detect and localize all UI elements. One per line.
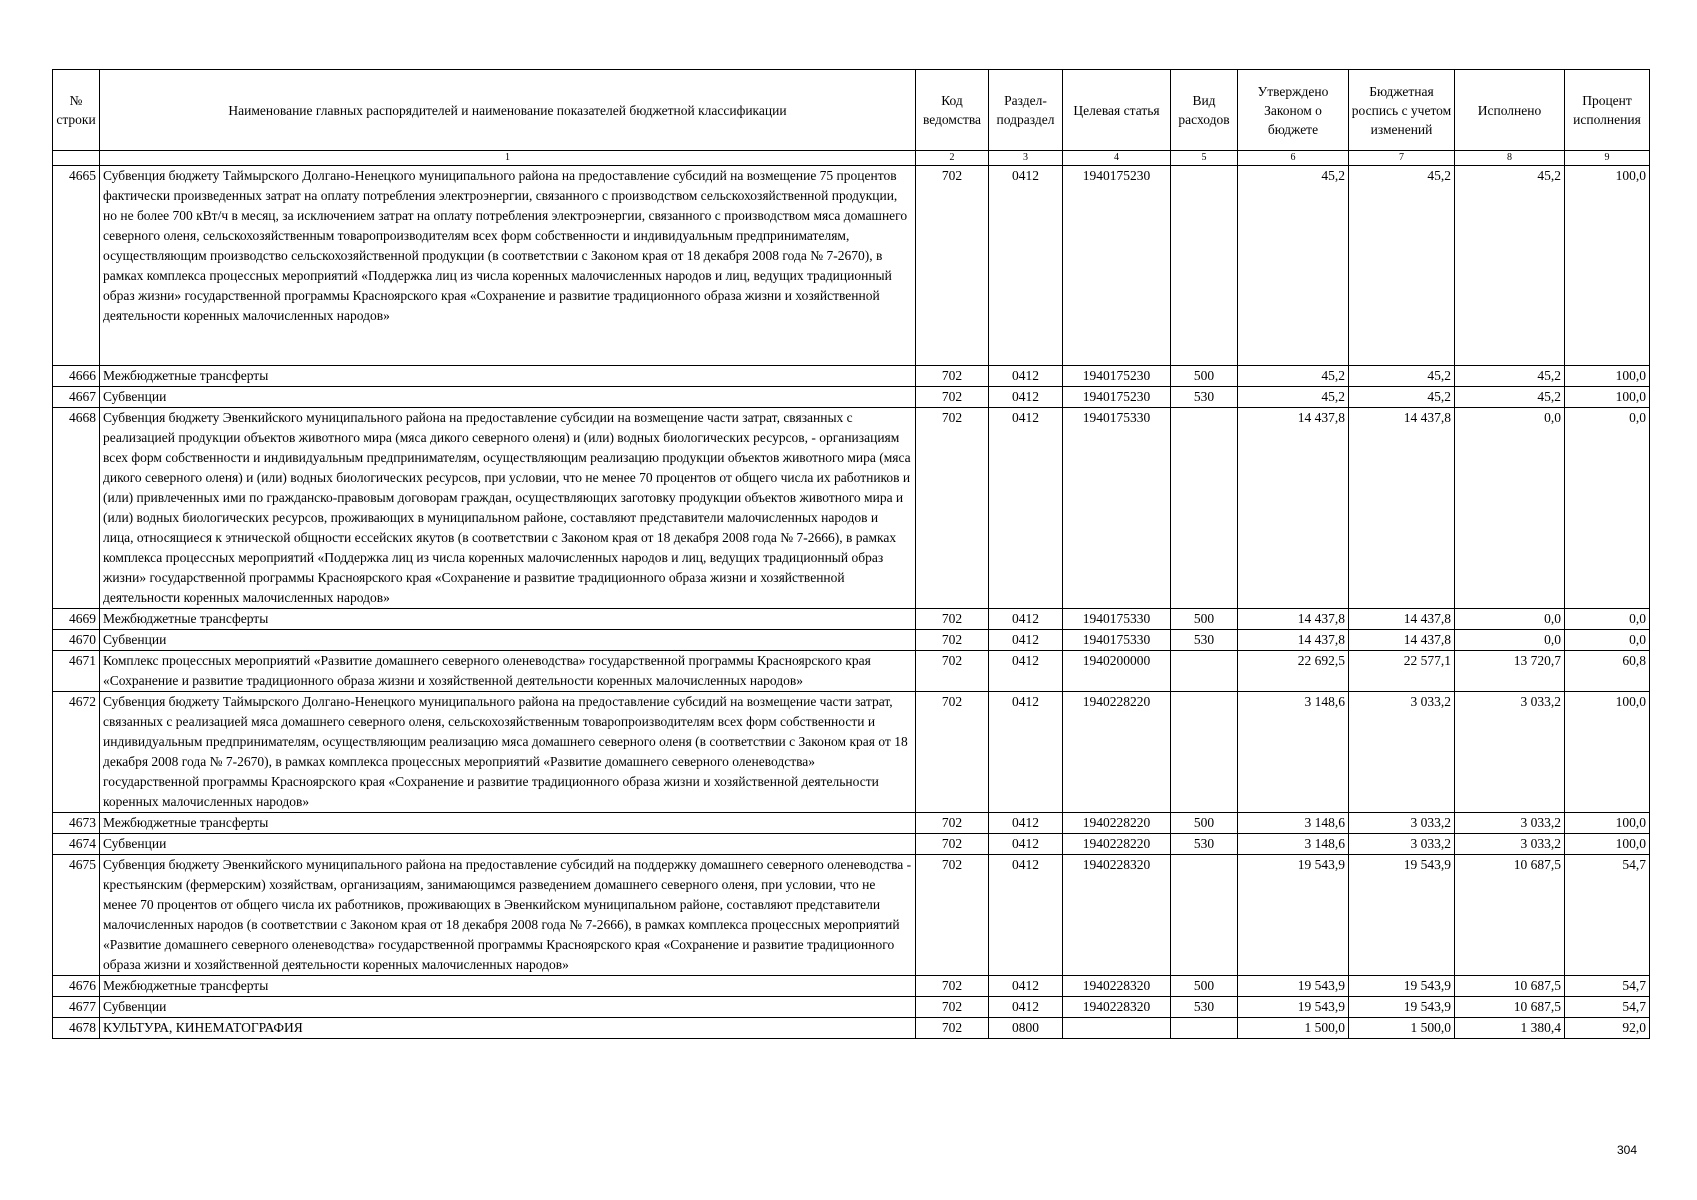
column-number: 3 xyxy=(989,151,1063,166)
row-dept: 702 xyxy=(916,408,989,609)
row-approved: 14 437,8 xyxy=(1238,630,1349,651)
row-type: 530 xyxy=(1171,997,1238,1018)
row-budget: 3 033,2 xyxy=(1349,834,1455,855)
row-section: 0412 xyxy=(989,387,1063,408)
header-section: Раздел-подраздел xyxy=(989,70,1063,151)
row-executed: 1 380,4 xyxy=(1455,1018,1565,1039)
row-dept: 702 xyxy=(916,387,989,408)
row-name: Межбюджетные трансферты xyxy=(100,813,916,834)
row-percent: 100,0 xyxy=(1565,387,1650,408)
row-percent: 100,0 xyxy=(1565,813,1650,834)
row-percent: 100,0 xyxy=(1565,692,1650,813)
row-type xyxy=(1171,692,1238,813)
row-no: 4668 xyxy=(53,408,100,609)
row-dept: 702 xyxy=(916,997,989,1018)
row-name: Субвенция бюджету Эвенкийского муниципального района на предоставление субсидий на поддержку домашнего северного оленеводства - крестьянским (фермерским) хозяйствам, организациям, занимающимся разведением домашнего северного оленя, при условии, что не менее 70 процентов от общего числа их работников, проживающих в Эвенкийском муниципальном районе, составляют представители малочисленных народов (в соответствии с Законом края от 18 декабря 2008 года № 7-2666), в рамках комплекса процессных мероприятий «Развитие домашнего северного оленеводства» государственной программы Красноярского края «Сохранение и развитие традиционного образа жизни и хозяйственной деятельности коренных малочисленных народов» xyxy=(100,855,916,976)
row-budget: 14 437,8 xyxy=(1349,630,1455,651)
header-row-no: № строки xyxy=(53,70,100,151)
row-no: 4670 xyxy=(53,630,100,651)
row-section: 0800 xyxy=(989,1018,1063,1039)
row-no: 4665 xyxy=(53,166,100,366)
row-executed: 10 687,5 xyxy=(1455,997,1565,1018)
row-section: 0412 xyxy=(989,834,1063,855)
row-percent: 92,0 xyxy=(1565,1018,1650,1039)
row-section: 0412 xyxy=(989,366,1063,387)
page-number: 304 xyxy=(1616,1143,1637,1157)
header-expense-type: Вид расходов xyxy=(1171,70,1238,151)
row-name: Межбюджетные трансферты xyxy=(100,366,916,387)
header-target: Целевая статья xyxy=(1063,70,1171,151)
row-approved: 19 543,9 xyxy=(1238,997,1349,1018)
row-approved: 19 543,9 xyxy=(1238,976,1349,997)
row-executed: 3 033,2 xyxy=(1455,692,1565,813)
row-executed: 0,0 xyxy=(1455,630,1565,651)
row-percent: 54,7 xyxy=(1565,997,1650,1018)
row-approved: 3 148,6 xyxy=(1238,813,1349,834)
row-target: 1940228220 xyxy=(1063,813,1171,834)
row-name: Межбюджетные трансферты xyxy=(100,976,916,997)
row-percent: 100,0 xyxy=(1565,834,1650,855)
row-no: 4675 xyxy=(53,855,100,976)
row-approved: 45,2 xyxy=(1238,166,1349,366)
row-budget: 3 033,2 xyxy=(1349,813,1455,834)
column-number: 8 xyxy=(1455,151,1565,166)
header-budget-list: Бюджетная роспись с учетом изменений xyxy=(1349,70,1455,151)
row-executed: 10 687,5 xyxy=(1455,976,1565,997)
column-number: 9 xyxy=(1565,151,1650,166)
row-dept: 702 xyxy=(916,1018,989,1039)
row-target: 1940228220 xyxy=(1063,692,1171,813)
row-percent: 54,7 xyxy=(1565,855,1650,976)
row-dept: 702 xyxy=(916,609,989,630)
row-budget: 22 577,1 xyxy=(1349,651,1455,692)
row-type xyxy=(1171,1018,1238,1039)
row-budget: 45,2 xyxy=(1349,387,1455,408)
row-executed: 13 720,7 xyxy=(1455,651,1565,692)
row-type: 500 xyxy=(1171,609,1238,630)
row-approved: 14 437,8 xyxy=(1238,609,1349,630)
row-approved: 45,2 xyxy=(1238,387,1349,408)
column-number: 2 xyxy=(916,151,989,166)
row-name: Межбюджетные трансферты xyxy=(100,609,916,630)
row-name: Субвенция бюджету Эвенкийского муниципального района на предоставление субсидии на возмещение части затрат, связанных с реализацией продукции объектов животного мира (мяса дикого северного оленя) и (или) водных биологических ресурсов, - организациям всех форм собственности и индивидуальным предпринимателям, осуществляющим реализацию продукции объектов животного мира (мяса дикого северного оленя) и (или) водных биологических ресурсов, при условии, что не менее 70 процентов от общего числа их работников и (или) привлеченных ими по гражданско-правовым договорам граждан, осуществляющих заготовку продукции объектов животного мира и (или) водных биологических ресурсов, проживающих в муниципальном районе, составляют представители малочисленных народов и лица, относящиеся к этнической общности ессейских якутов (в соответствии с Законом края от 18 декабря 2008 года № 7-2666), в рамках комплекса процессных мероприятий «Поддержка лиц из числа коренных малочисленных народов и лиц, ведущих традиционный образ жизни» государственной программы Красноярского края «Сохранение и развитие традиционного образа жизни и хозяйственной деятельности коренных малочисленных народов» xyxy=(100,408,916,609)
row-section: 0412 xyxy=(989,609,1063,630)
row-percent: 0,0 xyxy=(1565,609,1650,630)
table-row xyxy=(53,651,1650,692)
column-number-row xyxy=(53,151,1650,166)
header-row xyxy=(53,70,1650,151)
row-section: 0412 xyxy=(989,651,1063,692)
row-budget: 14 437,8 xyxy=(1349,408,1455,609)
row-target: 1940228320 xyxy=(1063,855,1171,976)
row-no: 4671 xyxy=(53,651,100,692)
row-no: 4667 xyxy=(53,387,100,408)
row-executed: 0,0 xyxy=(1455,609,1565,630)
row-type xyxy=(1171,651,1238,692)
header-name: Наименование главных распорядителей и наименование показателей бюджетной классификации xyxy=(100,70,916,151)
row-percent: 100,0 xyxy=(1565,366,1650,387)
row-dept: 702 xyxy=(916,692,989,813)
row-percent: 54,7 xyxy=(1565,976,1650,997)
row-section: 0412 xyxy=(989,408,1063,609)
row-dept: 702 xyxy=(916,976,989,997)
row-type xyxy=(1171,408,1238,609)
row-no: 4672 xyxy=(53,692,100,813)
row-target: 1940228320 xyxy=(1063,997,1171,1018)
table-row xyxy=(53,609,1650,630)
header-dept-code: Код ведомства xyxy=(916,70,989,151)
row-name: КУЛЬТУРА, КИНЕМАТОГРАФИЯ xyxy=(100,1018,916,1039)
row-dept: 702 xyxy=(916,651,989,692)
row-name: Комплекс процессных мероприятий «Развитие домашнего северного оленеводства» государственной программы Красноярского края «Сохранение и развитие традиционного образа жизни и хозяйственной деятельности коренных малочисленных народов» xyxy=(100,651,916,692)
row-type xyxy=(1171,855,1238,976)
row-dept: 702 xyxy=(916,855,989,976)
row-type: 530 xyxy=(1171,630,1238,651)
row-section: 0412 xyxy=(989,813,1063,834)
row-executed: 10 687,5 xyxy=(1455,855,1565,976)
row-name: Субвенция бюджету Таймырского Долгано-Ненецкого муниципального района на предоставление субсидий на возмещение 75 процентов фактически произведенных затрат на оплату потребления электроэнергии, связанного с производством сельскохозяйственной продукции, но не более 700 кВт/ч в месяц, за исключением затрат на оплату потребления электроэнергии, связанного с производством мяса домашнего северного оленя, сельскохозяйственным товаропроизводителям всех форм собственности и индивидуальным предпринимателям, осуществляющим производство сельскохозяйственной продукции (в соответствии с Законом края от 18 декабря 2008 года № 7-2670), в рамках комплекса процессных мероприятий «Поддержка лиц из числа коренных малочисленных народов и лиц, ведущих традиционный образ жизни» государственной программы Красноярского края «Сохранение и развитие традиционного образа жизни и хозяйственной деятельности коренных малочисленных народов» xyxy=(100,166,916,366)
column-number: 1 xyxy=(100,151,916,166)
table-row xyxy=(53,1018,1650,1039)
table-row xyxy=(53,834,1650,855)
table-row xyxy=(53,855,1650,976)
row-executed: 45,2 xyxy=(1455,166,1565,366)
row-percent: 100,0 xyxy=(1565,166,1650,366)
row-section: 0412 xyxy=(989,976,1063,997)
row-percent: 60,8 xyxy=(1565,651,1650,692)
row-target xyxy=(1063,1018,1171,1039)
column-number: 6 xyxy=(1238,151,1349,166)
table-row xyxy=(53,813,1650,834)
row-dept: 702 xyxy=(916,630,989,651)
row-approved: 14 437,8 xyxy=(1238,408,1349,609)
table-row xyxy=(53,166,1650,366)
row-budget: 45,2 xyxy=(1349,366,1455,387)
row-executed: 45,2 xyxy=(1455,387,1565,408)
row-executed: 3 033,2 xyxy=(1455,813,1565,834)
row-no: 4677 xyxy=(53,997,100,1018)
table-row xyxy=(53,997,1650,1018)
row-no: 4674 xyxy=(53,834,100,855)
row-approved: 22 692,5 xyxy=(1238,651,1349,692)
header-executed: Исполнено xyxy=(1455,70,1565,151)
row-name: Субвенции xyxy=(100,834,916,855)
row-target: 1940175330 xyxy=(1063,609,1171,630)
column-number: 5 xyxy=(1171,151,1238,166)
row-executed: 45,2 xyxy=(1455,366,1565,387)
row-target: 1940175230 xyxy=(1063,366,1171,387)
row-budget: 19 543,9 xyxy=(1349,855,1455,976)
row-section: 0412 xyxy=(989,692,1063,813)
row-approved: 1 500,0 xyxy=(1238,1018,1349,1039)
row-name: Субвенции xyxy=(100,630,916,651)
row-dept: 702 xyxy=(916,813,989,834)
row-target: 1940175230 xyxy=(1063,387,1171,408)
row-executed: 3 033,2 xyxy=(1455,834,1565,855)
row-approved: 45,2 xyxy=(1238,366,1349,387)
row-percent: 0,0 xyxy=(1565,630,1650,651)
row-executed: 0,0 xyxy=(1455,408,1565,609)
row-section: 0412 xyxy=(989,630,1063,651)
row-type: 530 xyxy=(1171,834,1238,855)
table-row xyxy=(53,692,1650,813)
row-type: 530 xyxy=(1171,387,1238,408)
row-target: 1940228320 xyxy=(1063,976,1171,997)
column-number: 7 xyxy=(1349,151,1455,166)
header-percent: Процент исполнения xyxy=(1565,70,1650,151)
row-type: 500 xyxy=(1171,366,1238,387)
row-no: 4678 xyxy=(53,1018,100,1039)
row-dept: 702 xyxy=(916,834,989,855)
row-no: 4673 xyxy=(53,813,100,834)
row-no: 4676 xyxy=(53,976,100,997)
table-row xyxy=(53,387,1650,408)
row-name: Субвенции xyxy=(100,997,916,1018)
row-section: 0412 xyxy=(989,997,1063,1018)
table-row xyxy=(53,976,1650,997)
row-dept: 702 xyxy=(916,366,989,387)
row-approved: 19 543,9 xyxy=(1238,855,1349,976)
row-target: 1940228220 xyxy=(1063,834,1171,855)
row-section: 0412 xyxy=(989,166,1063,366)
row-approved: 3 148,6 xyxy=(1238,834,1349,855)
budget-table xyxy=(52,69,1650,1039)
row-type xyxy=(1171,166,1238,366)
row-budget: 3 033,2 xyxy=(1349,692,1455,813)
row-section: 0412 xyxy=(989,855,1063,976)
row-name: Субвенция бюджету Таймырского Долгано-Ненецкого муниципального района на предоставление субсидий на возмещение части затрат, связанных с реализацией мяса домашнего северного оленя, сельскохозяйственным товаропроизводителям всех форм собственности и индивидуальным предпринимателям, осуществляющим реализацию мяса домашнего северного оленя (в соответствии с Законом края от 18 декабря 2008 года № 7-2670), в рамках комплекса процессных мероприятий «Развитие домашнего северного оленеводства» государственной программы Красноярского края «Сохранение и развитие традиционного образа жизни и хозяйственной деятельности коренных малочисленных народов» xyxy=(100,692,916,813)
header-approved: Утверждено Законом о бюджете xyxy=(1238,70,1349,151)
table-row xyxy=(53,408,1650,609)
row-dept: 702 xyxy=(916,166,989,366)
column-number: 4 xyxy=(1063,151,1171,166)
row-target: 1940175330 xyxy=(1063,630,1171,651)
row-budget: 19 543,9 xyxy=(1349,976,1455,997)
row-target: 1940175330 xyxy=(1063,408,1171,609)
row-target: 1940175230 xyxy=(1063,166,1171,366)
row-budget: 1 500,0 xyxy=(1349,1018,1455,1039)
row-type: 500 xyxy=(1171,976,1238,997)
row-type: 500 xyxy=(1171,813,1238,834)
row-no: 4666 xyxy=(53,366,100,387)
row-approved: 3 148,6 xyxy=(1238,692,1349,813)
table-row xyxy=(53,630,1650,651)
row-percent: 0,0 xyxy=(1565,408,1650,609)
row-no: 4669 xyxy=(53,609,100,630)
row-target: 1940200000 xyxy=(1063,651,1171,692)
row-name: Субвенции xyxy=(100,387,916,408)
row-budget: 19 543,9 xyxy=(1349,997,1455,1018)
row-budget: 14 437,8 xyxy=(1349,609,1455,630)
table-row xyxy=(53,366,1650,387)
row-budget: 45,2 xyxy=(1349,166,1455,366)
